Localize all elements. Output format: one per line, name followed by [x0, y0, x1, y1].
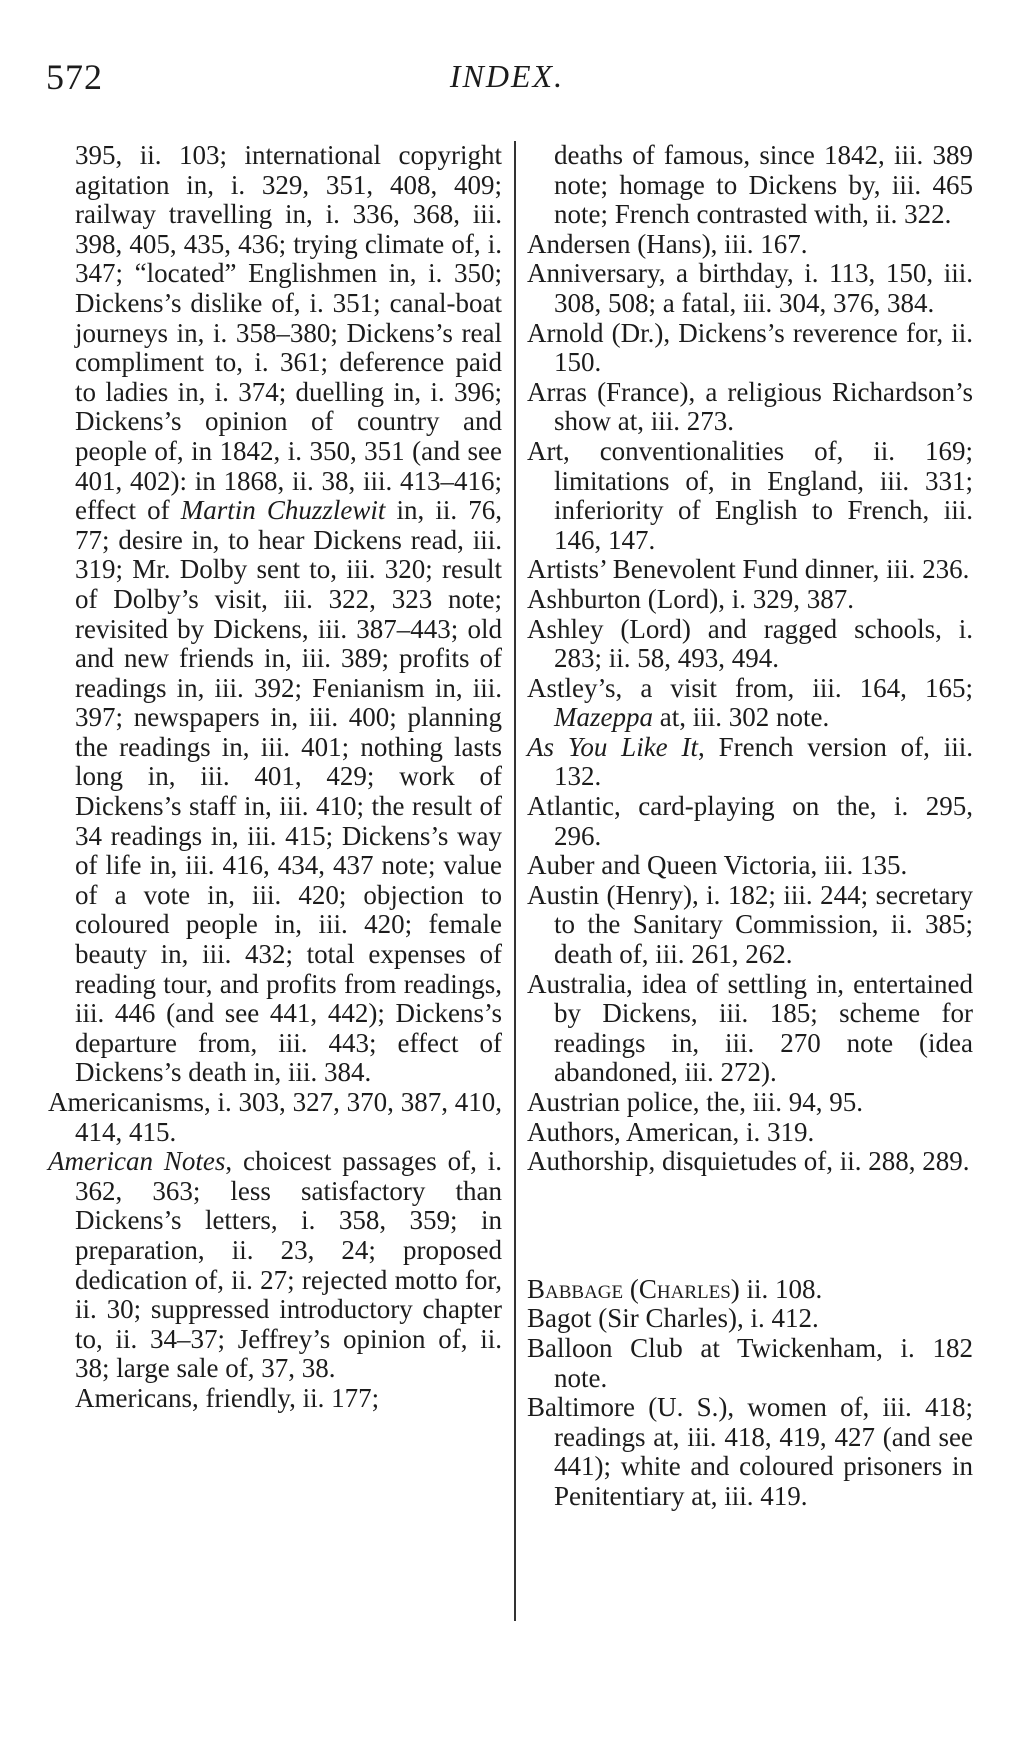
index-entry-text: Americans, friendly, ii. 177; [75, 1382, 380, 1413]
index-entry [527, 851, 973, 881]
index-entry-text: Atlantic, card-playing on the, i. 295, 296. [527, 791, 973, 851]
index-entry-text: Bagot (Sir Charles), i. 412. [527, 1303, 819, 1334]
index-entry-text: Americanisms, i. 303, 327, 370, 387, 410, 414, 415. [48, 1087, 502, 1147]
index-entry-text: , choicest passages of, i. 362, 363; less satisfactory than Dickens’s letters, i. 358, 359; in preparation, ii. 23, 24; proposed dedication of, ii. 27; rejected motto for, ii. 30; suppressed introductory chapter to, ii. 34–37; Jeffrey’s opinion of, ii. 38; large sale of, 37, 38. [75, 1146, 502, 1384]
index-entry-text: Balloon Club at Twickenham, i. 182 note. [527, 1332, 973, 1393]
index-entry-text: Arnold (Dr.), Dickens’s reverence for, ii. 150. [527, 317, 973, 378]
index-entry-text: Baltimore (U. S.), women of, iii. 418; readings at, iii. 418, 419, 427 (and see 441); white and coloured prisoners in Penitentiary at, iii. 419. [527, 1392, 973, 1511]
index-entry-text: Astley’s, a visit from, iii. 164, 165; [527, 672, 973, 703]
index-entry-text: Australia, idea of settling in, entertained by Dickens, iii. 185; scheme for readings in, iii. 270 note (idea abandoned, iii. 272). [527, 968, 973, 1088]
index-entry-text: deaths of famous, since 1842, iii. 389 note; homage to Dickens by, iii. 465 note; French contrasted with, ii. 322. [554, 140, 973, 230]
index-entry [527, 881, 973, 970]
index-column-right [527, 141, 973, 1512]
index-entry-title: Mazeppa [554, 702, 653, 733]
index-entry [527, 319, 973, 378]
index-entry-text: , French version of, iii. 132. [554, 731, 973, 792]
index-entry [527, 1275, 973, 1305]
page-number: 572 [46, 57, 103, 97]
index-entry [527, 555, 973, 585]
index-entry [527, 1393, 973, 1511]
index-entry [527, 230, 973, 260]
index-entry-text: Austin (Henry), i. 182; iii. 244; secretary to the Sanitary Commission, ii. 385; death of, iii. 261, 262. [527, 879, 973, 970]
index-entry [48, 141, 502, 1088]
index-entry-text: 395, ii. 103; international copyright agitation in, i. 329, 351, 408, 409; railway travelling in, i. 336, 368, iii. 398, 405, 435, 436; trying climate of, i. 347; “located” Englishmen in, i. 350; Dickens’s dislike of, i. 351; canal-boat journeys in, i. 358–380; Dickens’s real compliment to, i. 361; deference paid to ladies in, i. 374; duelling in, i. 396; Dickens’s opinion of country and people of, in 1842, i. 350, 351 (and see 401, 402): in 1868, ii. 38, iii. 413–416; effect of [75, 140, 502, 526]
column-divider [514, 141, 516, 1621]
index-entry-heading: Babbage (Charles) [527, 1273, 740, 1304]
index-entry-text: Authors, American, i. 319. [527, 1116, 815, 1147]
section-gap [527, 1204, 973, 1248]
index-entry-text: ii. 108. [739, 1273, 823, 1304]
index-entry-text: Andersen (Hans), iii. 167. [527, 228, 808, 259]
index-entry-text: Art, conventionalities of, ii. 169; limitations of, in England, iii. 331; inferiority of English to French, iii. 146, 147. [527, 435, 973, 555]
index-entry [527, 259, 973, 318]
index-entry [527, 378, 973, 437]
index-entry [527, 437, 973, 555]
index-entry-text: Austrian police, the, iii. 94, 95. [527, 1087, 863, 1117]
index-entry [527, 615, 973, 674]
index-entry-text: Arras (France), a religious Richardson’s show at, iii. 273. [527, 376, 973, 437]
index-entry [527, 141, 973, 230]
index-entry-text: Anniversary, a birthday, i. 113, 150, iii. 308, 508; a fatal, iii. 304, 376, 384. [527, 258, 973, 318]
index-entry [48, 1147, 502, 1384]
index-column-left [48, 141, 502, 1414]
index-entry-text: Ashburton (Lord), i. 329, 387. [527, 583, 854, 614]
index-entry [527, 1334, 973, 1393]
index-entry [527, 970, 973, 1088]
index-entry [48, 1088, 502, 1147]
index-entry-title: As You Like It [527, 731, 698, 762]
index-entry [527, 585, 973, 615]
index-entry-title: Martin Chuzzlewit [180, 495, 386, 526]
index-entry-text: at, iii. 302 note. [652, 702, 830, 733]
index-entry [527, 1088, 973, 1118]
index-entry-text: Artists’ Benevolent Fund dinner, iii. 236. [527, 554, 970, 585]
index-entry [527, 1304, 973, 1334]
index-entry [527, 733, 973, 792]
index-entry [527, 1147, 973, 1177]
index-entry [48, 1384, 502, 1414]
index-entry-text: Ashley (Lord) and ragged schools, i. 283; ii. 58, 493, 494. [527, 613, 973, 674]
index-entry [527, 674, 973, 733]
index-entry-text: in, ii. 76, 77; desire in, to hear Dickens read, iii. 319; Mr. Dolby sent to, iii. 320; result of Dolby’s visit, iii. 322, 323 note; revisited by Dickens, iii. 387–443; old and new friends in, iii. 389; profits of readings in, iii. 392; Fenianism in, iii. 397; newspapers in, iii. 400; planning the readings in, iii. 401; nothing lasts long in, iii. 401, 429; work of Dickens’s staff in, iii. 410; the result of 34 readings in, iii. 415; Dickens’s way of life in, iii. 416, 434, 437 note; value of a vote in, iii. 420; objection to coloured people in, iii. 420; female beauty in, iii. 432; total expenses of reading tour, and profits from readings, iii. 446 (and see 441, 442); Dickens’s departure from, iii. 443; effect of Dickens’s death in, iii. 384. [75, 495, 502, 1088]
index-entry [527, 1118, 973, 1148]
index-entry-title: American Notes [48, 1146, 226, 1177]
index-entry-text: Authorship, disquietudes of, ii. 288, 289. [527, 1146, 970, 1177]
running-head: INDEX. [449, 58, 565, 94]
index-entry [527, 792, 973, 851]
index-entry-text: Auber and Queen Victoria, iii. 135. [527, 850, 908, 881]
